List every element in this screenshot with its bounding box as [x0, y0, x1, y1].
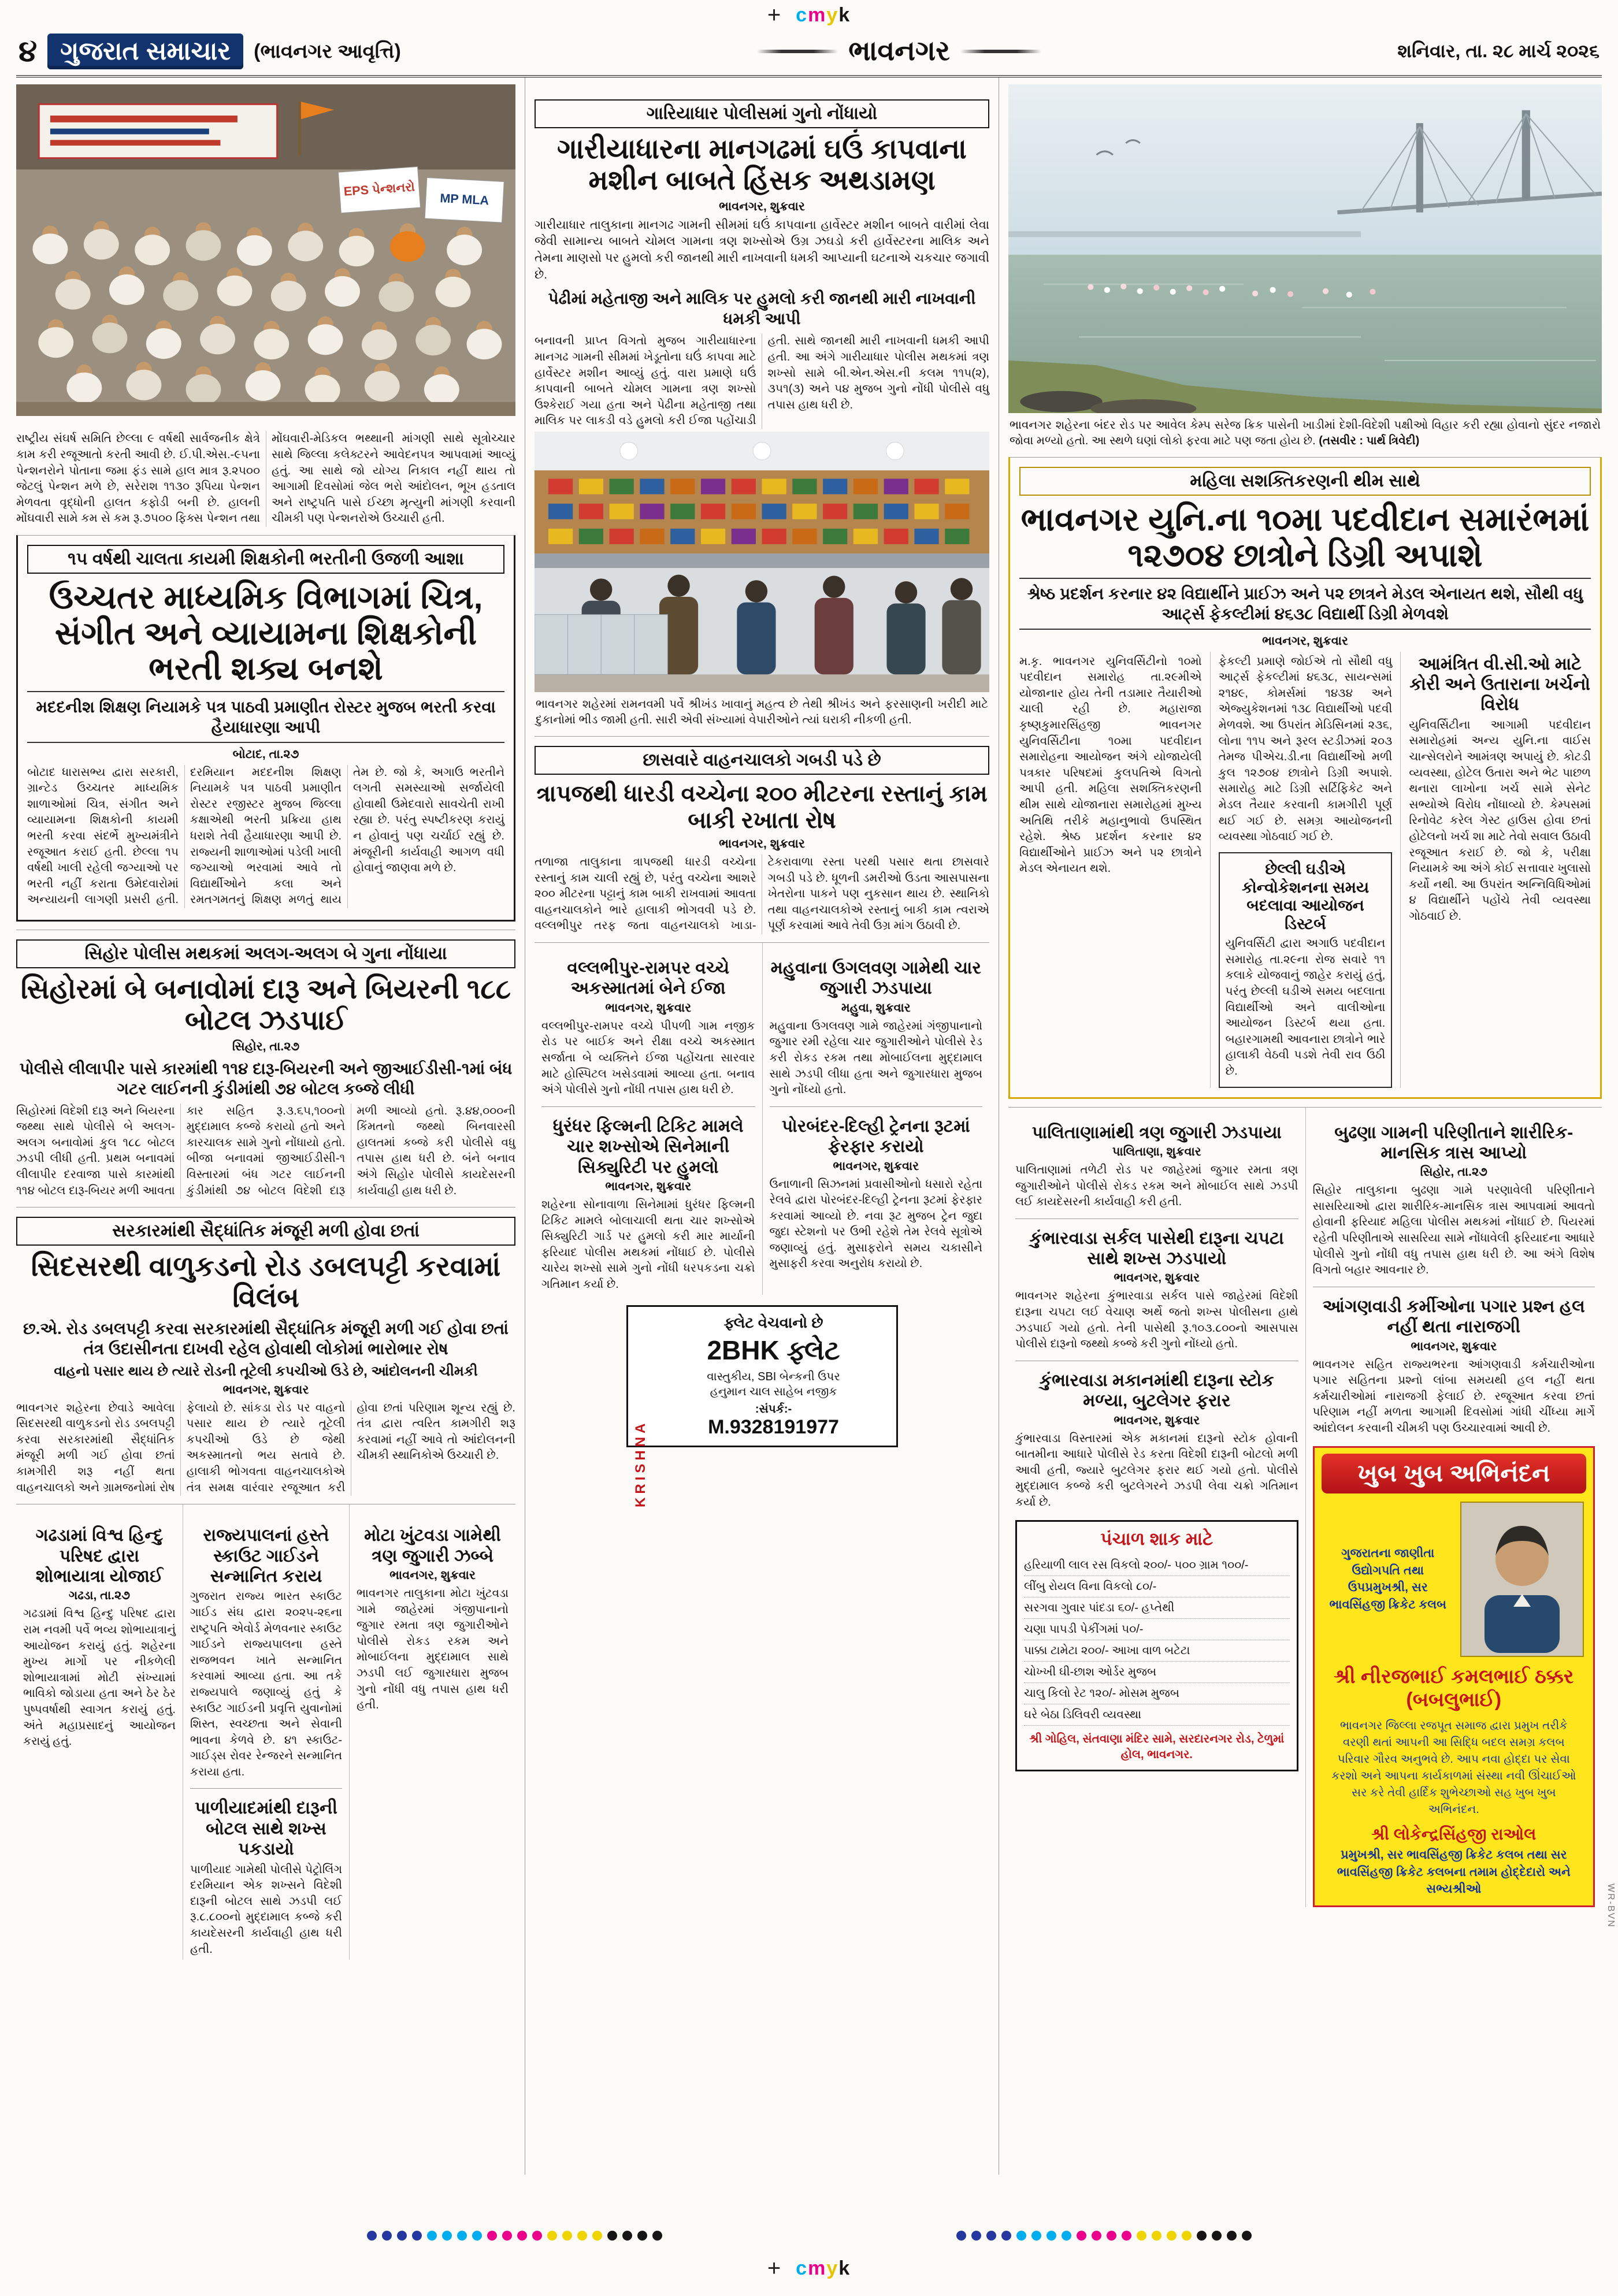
dateline: ભાવનગર, શુક્રવાર: [719, 199, 805, 213]
article-anganwadi-pay: [1313, 1287, 1595, 1437]
page-header: [16, 30, 1602, 77]
honoree-portrait: [1460, 1502, 1584, 1657]
subhead-secondary: વાહનો પસાર થાય છે ત્યારે રોડની તૂટેલી કપચીઓ ઉડે છે, આંદોલનની ચીમકી: [54, 1363, 478, 1379]
cmyk-label: cmyk: [796, 2257, 851, 2279]
city-banner: [757, 35, 1041, 68]
article-body: તળાજા તાલુકાના ત્રાપજથી ધારડી વચ્ચેના રસ્તાનું કામ ચાલી રહ્યું છે, પરંતુ વચ્ચેના આશરે ૨૦૦ મીટરના પટ્ટાનું કામ બાકી રાખવામાં આવતા વાહનચાલકોને ભારે હાલાકી ભોગવવી પડે છે. વલ્લભીપુર તરફ જતા વાહનચાલકો ખાડા-ટેકરાવાળા રસ્તા પરથી પસાર થતા છાસવારે ગબડી પડે છે. ધૂળની ડમરીઓ ઉડતા આસપાસના ખેતરોના પાકને પણ નુકસાન થાય છે. સ્થાનિકો તથા વાહનચાલકોએ રસ્તાનું બાકી કામ ત્વરાએ પૂર્ણ કરવામાં આવે તેવી ઉગ્ર માંગ ઉઠાવી છે.: [535, 856, 989, 932]
dateline: ભાવનગર, શુક્રવાર: [1114, 1413, 1200, 1427]
headline: ઉચ્ચતર માધ્યમિક વિભાગમાં ચિત્ર, સંગીત અને વ્યાયામના શિક્ષકોની ભરતી શક્ય બનશે: [49, 578, 483, 687]
article-lead: ગારીયાધાર તાલુકાના માનગઢ ગામની સીમમાં ઘઉં કાપવાના હાર્વેસ્ટર મશીન બાબતે વારીમાં લેવા જેવી સામાન્ય બાબતે ચોમલ ગામના ત્રણ શખ્સોએ ઉગ્ર ઝઘડો કરી હાર્વેસ્ટરના માલિક અને તેમના માણસો પર હુમલો કરી જાનથી મારી નાખવાની ધમકી આપ્યાની ઘટનાએ ચકચાર જગાવી છે.: [535, 218, 989, 282]
crop-cross-icon: +: [767, 2256, 781, 2281]
dateline: ભાવનગર, શુક્રવાર: [719, 837, 805, 851]
subhead: મદદનીશ શિક્ષણ નિયામકે પત્ર પાઠવી પ્રમાણીત રોસ્ટર મુજબ ભરતી કરવા હૈયાધારણા આપી: [27, 691, 504, 743]
dateline: ભાવનગર, શુક્રવાર: [1262, 634, 1348, 648]
headline: આંગણવાડી કર્મીઓના પગાર પ્રશ્ન હલ નહીં થતા નારાજગી: [1322, 1296, 1585, 1337]
article-paliyad-liquor: [190, 1788, 342, 1957]
dateline: ભાવનગર, શુક્રવાર: [389, 1568, 476, 1582]
cmyk-dot-strip: [956, 2231, 1252, 2241]
headline: કુંભારવાડા સર્કલ પાસેથી દારૂના ચપટા સાથે શખ્સ ઝડપાયો: [1029, 1228, 1284, 1269]
headline: કુંભારવાડા મકાનમાંથી દારૂના સ્ટોક મળ્યા, બુટલેગર ફરાર: [1039, 1370, 1274, 1411]
ad-title: ફ્લેટ વેચવાનો છે: [723, 1314, 823, 1332]
article-body: બોટાદ ધારાસભ્ય દ્વારા સરકારી, ગ્રાન્ટેડ ઉચ્ચતર માધ્યમિક શાળાઓમાં ચિત્ર, સંગીત અને વ્યાયામના શિક્ષકોની કાયમી ભરતી કરવા સંદર્ભે મુખ્યમંત્રીને રજૂઆત કરાઈ હતી. છેલ્લા ૧૫ વર્ષથી ખાલી રહેલી જગ્યાઓ પર ભરતી નહીં કરાતા ઉમેદવારોમાં અન્યાયની લાગણી પ્રસરી હતી. દરમિયાન મદદનીશ શિક્ષણ નિયામકે પત્ર પાઠવી પ્રમાણીત રોસ્ટર રજીસ્ટર મુજબ જિલ્લા કક્ષાએથી ભરતી પ્રક્રિયા હાથ ધરાશે તેવી હૈયાધારણા આપી છે. રાજ્યની શાળાઓમાં પડેલી ખાલી જગ્યાઓ ભરવામાં આવે તો વિદ્યાર્થીઓને કલા અને રમતગમતનું શિક્ષણ મળતું થાય તેમ છે. જો કે, અગાઉ ભરતીને લગતી સમસ્યાઓ સર્જાયેલી હોવાથી ઉમેદવારો સાવચેતી રાખી રહ્યા છે. પરંતુ સ્પષ્ટીકરણ કરાયું ન હોવાનું પણ ચર્ચાઈ રહ્યું છે. મંજૂરીની કાર્યવાહી આગળ વધી હોવાનું જાણવા મળે છે.: [27, 766, 504, 906]
article-body: સિહોર તાલુકાના બુઢણા ગામે પરણાવેલી પરિણીતાને સાસરિયાઓ દ્વારા શારીરિક-માનસિક ત્રાસ આપવામાં આવતો હોવાની ફરિયાદ મહિલા પોલીસ મથકમાં નોંધાઈ છે. પિયરમાં રહેતી પરિણીતાએ સાસરિયા સામે નોંધાવેલી ફરિયાદના આધારે પોલીસે ગુનો નોંધી વધુ તપાસ હાથ ધરી છે. આ અંગે વિશેષ વિગતો બહાર આવનાર છે.: [1312, 1184, 1595, 1277]
headline: ગઢડામાં વિશ્વ હિન્દુ પરિષદ દ્વારા શોભાયાત્રા યોજાઈ: [35, 1526, 164, 1586]
article-body: ગઢડામાં વિશ્વ હિન્દુ પરિષદ દ્વારા રામ નવમી પર્વે ભવ્ય શોભાયાત્રાનું આયોજન કરાયું હતું. શહેરના મુખ્ય માર્ગો પર નીકળેલી શોભાયાત્રામાં મોટી સંખ્યામાં ભાવિકો જોડાયા હતા અને ઠેર ઠેર પુષ્પવર્ષાથી સ્વાગત કરાયું હતું. અંતે મહાપ્રસાદનું આયોજન કરાયું હતું.: [23, 1607, 176, 1748]
right-bottom-section: [1008, 1107, 1602, 1908]
article-body: વલ્લભીપુર-રામપર વચ્ચે પીપળી ગામ નજીક રોડ પર બાઈક અને રીક્ષા વચ્ચે અકસ્માત સર્જાતા બે વ્યક્તિને ઈજા પહોંચતા સારવાર માટે હોસ્પિટલ ખસેડવામાં આવ્યા હતા. બનાવ અંગે પોલીસે ગુનો નોંધી તપાસ હાથ ધરી છે.: [541, 1019, 755, 1097]
ad-address: શ્રી ગોહિલ, સંતવાણા મંદિર સામે, સરદારનગર રોડ, ટેળુમાં હોલ, ભાવનગર.: [1029, 1732, 1285, 1761]
article-body: પાળીયાદ ગામેથી પોલીસે પેટ્રોલિંગ દરમિયાન એક શખ્સને વિદેશી દારૂની બોટલ સાથે ઝડપી લઈ રૂ.૮.૮૦૦નો મુદ્દામાલ કબ્જે કરી કાયદેસરની કાર્યવાહી હાથ ધરી હતી.: [190, 1863, 342, 1956]
dateline: ગઢડા, તા.૨૭: [69, 1589, 130, 1603]
registration-mark-top: [0, 0, 1618, 30]
dateline: ભાવનગર, શુક્રવાર: [1411, 1339, 1497, 1353]
kicker: સિહોર પોલીસ મથકમાં અલગ-અલગ બે ગુના નોંધાયા: [16, 939, 515, 968]
headline: ત્રાપજથી ધારડી વચ્ચેના ૨૦૦ મીટરના રસ્તાનું કામ બાકી રખાતા રોષ: [536, 781, 988, 834]
kicker: છાસવારે વાહનચાલકો ગબડી પડે છે: [535, 746, 989, 775]
article-palitana-gamblers: [1015, 1113, 1298, 1210]
page-content: [16, 77, 1602, 2175]
center-column-group: [525, 77, 999, 2175]
portrait-image: [1461, 1503, 1583, 1653]
article-body: મહુવાના ઉગલવણ ગામે જાહેરમાં ગંજીપાનાનો જુગાર રમી રહેલા ચાર જુગારીઓને પોલીસે રેડ કરી રોકડ રકમ તથા મોબાઈલના મુદ્દામાલ સાથે ઝડપી લીધા હતા અને જુગારધારા મુજબ ગુનો નોંધ્યો હતો.: [769, 1019, 982, 1097]
kicker: ૧૫ વર્ષથી ચાલતા કાયમી શિક્ષકોની ભરતીની ઉજળી આશા: [27, 545, 504, 574]
flat-sale-ad: [626, 1305, 898, 1508]
article-body: રાષ્ટ્રીય સંઘર્ષ સમિતિ છેલ્લા ૯ વર્ષથી સાર્વજનીક ક્ષેત્રે કામ કરી રજૂઆતો કરતી આવી છે. ઈ.પી.એસ.-૯૫ના પેન્શનરોને પોતાના જમા ફંડ સામે હાલ માત્ર રૂ.૨૫૦૦ જેટલું પેન્શન મળે છે, સરેરાશ ૧૧૩૦ રૂપિયા પેન્શન મેળવતા વૃદ્ધોની હાલત કફોડી બની છે. હાલની મોંઘવારી સામે કમ સે કમ રૂ.૭૫૦૦ ફિક્સ પેન્શન તથા મોંઘવારી-મેડિકલ ભથ્થાની માંગણી સાથે સૂત્રોચ્ચાર સાથે જિલ્લા કલેક્ટરને આવેદનપત્ર આપવામાં આવ્યું હતું. આ સાથે જો યોગ્ય નિકાલ નહીં થાય તો આગામી દિવસોમાં જેલ ભરો આંદોલન, ભૂખ હડતાલ અને રાષ્ટ્રપતિ પાસે ઈચ્છા મૃત્યુની માંગણી કરવાની ચીમકી પણ પેન્શનરોએ ઉચ્ચારી હતી.: [16, 432, 515, 525]
side-headline: આમંત્રિત વી.સી.ઓ માટે કોરી અને ઉતારાના ખર્ચનો વિરોધ: [1409, 654, 1591, 715]
ad-contact-label: :સંપર્ક:-: [755, 1403, 792, 1416]
dateline: ભાવનગર, શુક્રવાર: [1114, 1271, 1200, 1285]
article-vallabhipur-accident: [541, 949, 755, 1098]
edition-label: (ભાવનગર આવૃત્તિ): [254, 40, 401, 62]
dateline: સિહોર, તા.૨૭: [1420, 1165, 1487, 1179]
article-body: કુંભારવાડા વિસ્તારમાં એક મકાનમાં દારૂનો સ્ટોક હોવાની બાતમીના આધારે પોલીસે રેડ કરતા વિદેશી દારૂની બોટલો મળી આવી હતી, જ્યારે બુટલેગર ફરાર થઈ ગયો હતો. પોલીસે મુદ્દામાલ કબ્જે કરી બુટલેગરને ઝડપી લેવા ચક્રો ગતિમાન કર્યા છે.: [1015, 1432, 1298, 1509]
article-body: યુનિવર્સિટીના આગામી પદવીદાન સમારોહમાં અન્ય યુનિ.ના વાઈસ ચાન્સેલરોને આમંત્રણ અપાયું છે. કોટડી વ્યવસ્થા, હોટેલ ઉતારા અને ભેટ પાછળ થનારા લાખોના ખર્ચ સામે સેનેટ સભ્યોએ વિરોધ નોંધાવ્યો છે. કેમ્પસમાં રિનોવેટ કરેલ ગેસ્ટ હાઉસ હોવા છતાં હોટેલનો ખર્ચ શા માટે તેવો સવાલ ઉઠાવી રજૂઆત કરાઈ છે. જો કે, પરીક્ષા નિયામકે આ અંગે કોઈ સત્તાવાર ખુલાસો કર્યો નથી. આ ઉપરાંત અન્નિવિધિઓમાં ૪ વિદ્યાર્થીને પહોંચે તેવી વ્યવસ્થા ગોઠવાઈ છે.: [1409, 718, 1591, 923]
ad-line: પાક્કા ટામેટા ૨૦૦/- આખા વાળ બટેટા: [1024, 1640, 1290, 1662]
article-body: ભાવનગર તાલુકાના મોટા ખુંટવડા ગામે જાહેરમાં ગંજીપાનાનો જુગાર રમતા ત્રણ જુગારીઓને પોલીસે રોકડ રકમ અને મોબાઈલના મુદ્દામાલ સાથે ઝડપી લઈ જુગારધારા મુજબ ગુનો નોંધી વધુ તપાસ હાથ ધરી હતી.: [357, 1587, 509, 1712]
ad-detail: વાસ્તુકીય, SBI બેન્કની ઉપર: [707, 1370, 840, 1384]
article-body: મ.કૃ. ભાવનગર યુનિવર્સિટીનો ૧૦મો પદવીદાન સમારોહ તા.૨૯મીએ યોજાનાર હોય તેની તડામાર તૈયારીઓ ચાલી રહી છે. મહારાજા કૃષ્ણકુમારસિંહજી ભાવનગર યુનિવર્સિટીના ૧૦મા પદવીદાન સમારોહના આયોજન અંગે યોજાયેલી પત્રકાર પરિષદમાં કુલપતિએ વિગતો આપી હતી. મહિલા સશક્તિકરણની થીમ સાથે યોજાનારા સમારોહમાં મુખ્ય અતિથિ તરીકે મહાનુભાવો ઉપસ્થિત રહેશે. શ્રેષ્ઠ પ્રદર્શન કરનાર ૪૨ વિદ્યાર્થીઓને પ્રાઈઝ અને ૫૨ છાત્રોને મેડલ એનાયત થશે.: [1019, 655, 1202, 875]
sweet-shop-photo: [535, 432, 989, 728]
headline: ધુરંધર ફિલ્મની ટિકિટ મામલે ચાર શખ્સોએ સિનેમાની સિક્યુરિટી પર હુમલો: [552, 1116, 744, 1177]
headline: વલ્લભીપુર-રામપર વચ્ચે અકસ્માતમાં બેને ઈજા: [567, 958, 730, 998]
article-porbandar-train: [770, 1106, 983, 1272]
article-gariyadhar-clash: [535, 90, 989, 429]
color-calibration-dots: [0, 2231, 1618, 2241]
honoree-name: શ્રી નીરજભાઈ કમલભાઈ ઠક્કર (બબલુભાઈ): [1334, 1665, 1574, 1711]
placard-text: EPS પેન્શનરો: [343, 179, 415, 199]
newspaper-logo: ગુજરાત સમાચાર: [47, 34, 243, 69]
ornament-line: [757, 50, 838, 53]
article-body: ભાવનગર સહિત રાજ્યભરના આંગણવાડી કર્મચારીઓના પગાર સહિતના પ્રશ્નો લાંબા સમયથી હલ નહીં થતા કર્મચારીઓમાં નારાજગી ફેલાઈ છે. રજૂઆત કરવા છતાં પરિણામ નહીં મળતા આગામી દિવસોમાં ગાંધી ચીંધ્યા માર્ગે આંદોલન કરવાની ચીમકી પણ ઉચ્ચારવામાં આવી છે.: [1312, 1358, 1595, 1435]
headline: પાલિતાણામાંથી ત્રણ જુગારી ઝડપાયા: [1031, 1123, 1282, 1142]
subhead: પેઢીમાં મહેતાજી અને માલિક પર હુમલો કરી જાનથી મારી નાખવાની ધમકી આપી: [548, 289, 976, 328]
ad-detail: હનુમાન ચાલ સાહેબ નજીક: [710, 1385, 837, 1399]
article-sidsar-road: [16, 1207, 515, 1496]
article-pension: [16, 422, 515, 527]
kicker: સરકારમાંથી સૈદ્ધાંતિક મંજૂરી મળી હોવા છતાં: [16, 1217, 515, 1246]
ad-line: ચણા પાપડી પેકીંગમાં ૫૦/-: [1024, 1619, 1290, 1640]
protest-photo-image: [16, 84, 515, 416]
registration-mark-bottom: [0, 2253, 1618, 2283]
photo-caption: [1010, 418, 1601, 449]
headline: મહુવાના ઉગલવણ ગામેથી ચાર જુગારી ઝડપાયા: [770, 958, 981, 998]
headline: ગારીયાધારના માનગઢમાં ઘઉં કાપવાના મશીન બાબતે હિંસક અથડામણ: [557, 134, 967, 196]
headline: ભાવનગર યુનિ.ના ૧૦મા પદવીદાન સમારંભમાં ૧૨૭૦૪ છાત્રોને ડિગ્રી અપાશે: [1020, 501, 1590, 574]
dateline: ભાવનગર, શુક્રવાર: [222, 1383, 309, 1396]
cmyk-label: cmyk: [796, 3, 851, 26]
ad-phone-number: M.9328191977: [708, 1416, 839, 1439]
center-briefs: [535, 942, 989, 1295]
article-body: ભાવનગર શહેરના કુંભારવાડા સર્કલ પાસે જાહેરમાં વિદેશી દારૂના ચપટા લઈ વેચાણ અર્થે જતો શખ્સ પોલીસના હાથે ઝડપાઈ ગયો હતો. તેની પાસેથી રૂ.૧૦૩.૮૦૦નો આસપાસ પોલીસે દારૂનો જથ્થો કબ્જે કરી ગુનો નોંધ્યો હતો.: [1015, 1290, 1298, 1351]
left-bottom-briefs: [16, 1504, 515, 1960]
date-line: શનિવાર, તા. ૨૮ માર્ચ ૨૦૨૬: [1397, 40, 1600, 61]
ad-intro: ગુજરાતના જાણીતા ઉદ્યોગપતિ તથા ઉપપ્રમુખશ્રી, સર ભાવસિંહજી ક્રિકેટ કલબ: [1329, 1547, 1446, 1611]
creek-birds-photo-image: [1008, 84, 1602, 413]
sweet-shop-photo-image: [535, 432, 989, 692]
right-column-group: [999, 77, 1602, 2175]
ornament-line: [960, 50, 1041, 53]
subhead: છ.એ. રોડ ડબલપટ્ટી કરવા સરકારમાંથી સૈદ્ધાંતિક મંજૂરી મળી ગઈ હોવા છતાં તંત્ર ઉદાસીનતા દાખવી રહેલ હોવાથી લોકોમાં ભારોભાર રોષ: [23, 1319, 509, 1358]
article-budhana-harassment: [1313, 1113, 1595, 1279]
article-body: ફેકલ્ટી પ્રમાણે જોઈએ તો સૌથી વધુ આર્ટ્સ ફેકલ્ટીમાં ૪૬૩૮, સાયન્સમાં ૨૧૪૯, કોમર્સમાં ૧૪૩૪ અને એજ્યુકેશનમાં ૧૩૮ વિદ્યાર્થીઓ પદવી મેળવશે. આ ઉપરાંત મેડિસિનમાં ૨૩૬, લોના ૧૧૫ અને રૂરલ સ્ટડીઝમાં ૨૦૩ તેમજ પીએચ.ડી.ના વિદ્યાર્થીઓ મળી કુલ ૧૨૭૦૪ છાત્રોને ડિગ્રી અપાશે. સમારોહ માટે ડિગ્રી સર્ટિફિકેટ અને મેડલ તૈયાર કરવાની કામગીરી પૂર્ણ થઈ ગઈ છે. સમગ્ર આયોજનની વ્યવસ્થા ગોઠવાઈ ગઈ છે.: [1218, 655, 1393, 844]
kicker: મહિલા સશક્તિકરણની થીમ સાથે: [1019, 467, 1591, 496]
article-university-convocation: [1008, 457, 1602, 1098]
dateline: સિહોર, તા.૨૭: [232, 1039, 300, 1053]
headline: પોરબંદર-દિલ્હી ટ્રેનના રૂટમાં ફેરફાર કરાયો: [781, 1116, 970, 1157]
ad-title: પંચાળ શાક માટે: [1100, 1528, 1214, 1549]
city-name: ભાવનગર: [848, 36, 950, 66]
article-dhurandhar-ticket: [541, 1106, 755, 1293]
creek-birds-photo: [1008, 84, 1602, 449]
headline: બુઢણા ગામની પરિણીતાને શારીરિક-માનસિક ત્રાસ આપ્યો: [1334, 1123, 1574, 1162]
crop-cross-icon: +: [767, 2, 781, 28]
article-body: યુનિવર્સિટી દ્વારા અગાઉ પદવીદાન સમારોહ તા.૨૯ના રોજ સવારે ૧૧ કલાકે યોજવાનું જાહેર કરાયું હતું, પરંતુ છેલ્લી ઘડીએ સમય બદલાતા વિદ્યાર્થીઓ અને વાલીઓના આયોજન ડિસ્ટર્બ થયા હતા. બહારગામથી આવનારા છાત્રોને ભારે હાલાકી વેઠવી પડશે તેવી રાવ ઉઠી છે.: [1225, 937, 1386, 1078]
press-code: WR-BVN: [1606, 1883, 1616, 1928]
article-sihor-liquor: [16, 930, 515, 1199]
article-body: બનાવની પ્રાપ્ત વિગતો મુજબ ગારીયાધારના માનગઢ ગામની સીમમાં ખેડૂતોના ઘઉં કાપવા માટે હાર્વેસ્ટર મશીન આવ્યું હતું. વારા પ્રમાણે ઘઉં કાપવાની બાબતે ચોમલ ગામના ત્રણ શખ્સો ઉશ્કેરાઈ ગયા હતા અને પેઢીના મહેતાજી તથા માલિક પર લાકડી વડે હુમલો કરી ઈજા પહોંચાડી હતી. સાથે જાનથી મારી નાખવાની ધમકી આપી હતી. આ અંગે ગારીયાધાર પોલીસ મથકમાં ત્રણ શખ્સો સામે બી.એન.એસ.ની કલમ ૧૧૫(૨), ૩૫૧(૩) અને ૫૪ મુજબ ગુનો નોંધી પોલીસે વધુ તપાસ હાથ ધરી છે.: [535, 335, 989, 428]
dateline: ભાવનગર, શુક્રવાર: [605, 1179, 692, 1193]
ad-line: ચાલુ કિલો રેટ ૧૨૦/- મોસમ મુજબ: [1024, 1683, 1290, 1704]
dateline: મહુવા, શુક્રવાર: [841, 1001, 911, 1015]
ad-line: સરગવા ગુવાર પાંદડા ૬૦/- હપ્તેથી: [1024, 1597, 1290, 1619]
advertiser-brand: KRISHNA: [632, 1420, 648, 1508]
article-body: ગુજરાત રાજ્ય ભારત સ્કાઉટ ગાઈડ સંઘ દ્વારા ૨૦૨૫-૨૬ના રાષ્ટ્રપતિ એવોર્ડ મેળવનાર સ્કાઉટ ગાઈડને રાજ્યપાલના હસ્તે રાજભવન ખાતે સન્માનિત કરવામાં આવ્યા હતા. આ તકે રાજ્યપાલે જણાવ્યું હતું કે સ્કાઉટ ગાઈડની પ્રવૃત્તિ યુવાનોમાં શિસ્ત, સ્વચ્છતા અને સેવાની ભાવના કેળવે છે. ૪૧ સ્કાઉટ-ગાઈડ્સ રોવર રેન્જરને સન્માનિત કરાયા હતા.: [190, 1590, 342, 1778]
article-mahuva-gamblers: [770, 949, 983, 1098]
article-body: સિહોરમાં વિદેશી દારૂ અને બિયરના જથ્થા સાથે પોલીસે બે અલગ-અલગ બનાવોમાં કુલ ૧૮૮ બોટલ ઝડપી લીધી હતી. પ્રથમ બનાવમાં લીલાપીર દરવાજા પાસે કારમાંથી ૧૧૪ બોટલ દારૂ-બિયર મળી આવતા કાર સહિત રૂ.૩.૬૫,૧૦૦નો મુદ્દામાલ કબ્જે કરાયો હતો અને કારચાલક સામે ગુનો નોંધાયો હતો. બીજા બનાવમાં જીઆઈડીસી-૧ વિસ્તારમાં બંધ ગટર લાઈનની કુંડીમાંથી ૭૪ બોટલ વિદેશી દારૂ મળી આવ્યો હતો. રૂ.૪૪,૦૦૦ની કિંમતનો જથ્થો બિનવારસી હાલતમાં કબ્જે કરી પોલીસે વધુ તપાસ હાથ ધરી છે. બંને બનાવ અંગે સિહોર પોલીસે કાયદેસરની કાર્યવાહી હાથ ધરી છે.: [16, 1104, 515, 1197]
ad-line: લીંબુ રોયલ વિના વિકલો ૮૦/-: [1024, 1576, 1290, 1597]
ad-body: ભાવનગર જિલ્લા રજપૂત સમાજ દ્વારા પ્રમુખ તરીકે વરણી થતાં આપની આ સિદ્ધિ બદલ સમગ્ર કલબ પરિવાર ગૌરવ અનુભવે છે. આપ નવા હોદ્દા પર સેવા કરશો અને આપના કાર્યકાળમાં સંસ્થા નવી ઊંચાઈઓ સર કરે તેવી હાર્દિક શુભેચ્છાઓ સહ ખુબ ખુબ અભિનંદન.: [1331, 1719, 1576, 1816]
ad-offer: 2BHK ફ્લેટ: [707, 1335, 840, 1366]
caption-text: ભાવનગર શહેરના બંદર રોડ પર આવેલ કેમ્પ સરેજ ક્રિક પાસેની ખાડીમાં દેશી-વિદેશી પક્ષીઓ વિહાર કરી રહ્યા હોવાનો સુંદર નજારો જોવા મળ્યો હતો. આ સ્થળે ઘણાં લોકો ફરવા માટે પણ જતા હોય છે.: [1010, 419, 1601, 448]
subhead: શ્રેષ્ઠ પ્રદર્શન કરનાર ૪૨ વિદ્યાર્થીને પ્રાઈઝ અને ૫૨ છાત્રને મેડલ એનાયત થશે, સૌથી વધુ આર્ટ્સ ફેકલ્ટીમાં ૪૬૩૮ વિદ્યાર્થી ડિગ્રી મેળવશે: [1019, 578, 1591, 630]
dateline: ભાવનગર, શુક્રવાર: [605, 1001, 692, 1015]
ad-line: ઘરે બેઠા ડિલિવરી વ્યવસ્થા: [1024, 1704, 1290, 1726]
photo-caption: ભાવનગર શહેરમાં રામનવમી પર્વે શ્રીખંડ ખાવાનું મહત્વ છે તેથી શ્રીખંડ અને ફરસાણની ખરીદી માટે દુકાનોમાં ભીડ જામી હતી. સારી એવી સંખ્યામાં વેપારીઓને ત્યાં ઘરાકી નીકળી હતી.: [536, 698, 988, 727]
article-kumbharwada-stock: [1015, 1361, 1298, 1511]
university-article-columns: [1019, 652, 1591, 1088]
article-body: ઉનાળાની સિઝનમાં પ્રવાસીઓનો ધસારો રહેતા રેલવે દ્વારા પોરબંદર-દિલ્હી ટ્રેનના રૂટમાં ફેરફાર કરવામાં આવ્યો છે. નવા રૂટ મુજબ ટ્રેન જુદા જુદા સ્ટેશનો પર ઉભી રહેશે તેમ રેલવે સૂત્રોએ જણાવ્યું હતું. મુસાફરોને સમય ચકાસીને મુસાફરી કરવા અનુરોધ કરાયો છે.: [769, 1177, 982, 1270]
headline: છેલ્લી ઘડીએ કોન્વોકેશનના સમય બદલાવા આયોજન ડિસ્ટર્બ: [1241, 860, 1370, 933]
sub-article-time-change: [1219, 852, 1393, 1088]
placard-text: MP MLA: [439, 190, 489, 208]
congratulations-ad: [1313, 1446, 1595, 1908]
headline: રાજ્યપાલનાં હસ્તે સ્કાઉટ ગાઈડને સન્માનિત કરાય: [203, 1526, 329, 1586]
article-body: પાલિતાણામાં તળેટી રોડ પર જાહેરમાં જુગાર રમતા ત્રણ જુગારીઓને પોલીસે રોકડ રકમ અને મોબાઈલ સાથે ઝડપી લઈ કાયદેસરની કાર્યવાહી કરી હતી.: [1015, 1163, 1298, 1209]
article-khutvada-gamblers: [357, 1516, 509, 1714]
vegetable-classified-ad: [1015, 1520, 1298, 1771]
protest-photo: [16, 84, 515, 416]
ad-line: હરિયાળી લાલ રસ વિકલો ૨૦૦/- ૫૦૦ ગ્રામ ૧૦૦/-: [1024, 1555, 1290, 1576]
dateline: ભાવનગર, શુક્રવાર: [833, 1159, 919, 1173]
headline: પાળીયાદમાંથી દારૂની બોટલ સાથે શખ્સ પકડાયો: [195, 1799, 337, 1859]
kicker: ગારિયાધાર પોલીસમાં ગુનો નોંધાયો: [535, 99, 989, 128]
article-body: શહેરના સોનાવાળા સિનેમામાં ધુરંધર ફિલ્મની ટિકિટ મામલે બોલાચાલી થતા ચાર શખ્સોએ સિક્યુરિટી ગાર્ડ પર હુમલો કરી માર માર્યાની ફરિયાદ પોલીસ મથકમાં નોંધાઈ છે. પોલીસે ચારેય શખ્સો સામે ગુનો નોંધી ધરપકડના ચક્રો ગતિમાન કર્યા છે.: [541, 1198, 755, 1291]
cmyk-dot-strip: [367, 2231, 662, 2241]
headline: સિહોરમાં બે બનાવોમાં દારૂ અને બિયરની ૧૮૮ બોટલ ઝડપાઈ: [20, 974, 511, 1036]
ad-signatory-name: શ્રી લોકેન્દ્રસિંહજી રાઓલ: [1371, 1825, 1537, 1844]
article-kumbharwada-liquor: [1015, 1218, 1298, 1353]
subhead: પોલીસે લીલાપીર પાસે કારમાંથી ૧૧૪ દારૂ-બિયરની અને જીઆઈડીસી-૧માં બંધ ગટર લાઈનની કુંડીમાંથી ૭૪ બોટલ કબ્જે લીધી: [19, 1059, 513, 1098]
ad-header: ખુબ ખુબ અભિનંદન: [1322, 1454, 1587, 1493]
article-gadhada-rally: [23, 1516, 176, 1750]
page-number: ૪: [18, 34, 38, 68]
ad-signatory-role: પ્રમુખશ્રી, સર ભાવસિંહજી ક્રિકેટ કલબ તથા સર ભાવસિંહજી ક્રિકેટ કલબના તમામ હોદ્દેદારો અને સભ્યશ્રીઓ: [1337, 1848, 1571, 1896]
dateline: પાલિતાણા, શુક્રવાર: [1112, 1145, 1201, 1158]
headline: સિદસરથી વાળુકડનો રોડ ડબલપટ્ટી કરવામાં વિલંબ: [31, 1251, 501, 1313]
left-column-group: [16, 77, 525, 2175]
article-body: ભાવનગર શહેરના છેવાડે આવેલા સિદસરથી વાળુકડનો રોડ ડબલપટ્ટી કરવા સરકારમાંથી સૈદ્ધાંતિક મંજૂરી મળી ગઈ હોવા છતાં કામગીરી શરૂ નહીં થતા વાહનચાલકો અને ગ્રામજનોમાં રોષ ફેલાયો છે. સાંકડા રોડ પર વાહનો પસાર થાય છે ત્યારે તૂટેલી કપચીઓ ઉડે છે જેથી અકસ્માતનો ભય સતાવે છે. હાલાકી ભોગવતા વાહનચાલકોએ તંત્ર સમક્ષ વારંવાર રજૂઆત કરી હોવા છતાં પરિણામ શૂન્ય રહ્યું છે. તંત્ર દ્વારા ત્વરિત કામગીરી શરૂ કરવામાં નહીં આવે તો આંદોલનની ચીમકી સ્થાનિકોએ ઉચ્ચારી છે.: [16, 1401, 515, 1494]
dateline: બોટાદ, તા.૨૭: [232, 747, 299, 761]
headline: મોટા ખુંટવડા ગામેથી ત્રણ જુગારી ઝબ્બે: [364, 1526, 501, 1566]
article-teachers: [16, 535, 515, 922]
photo-credit: (તસવીર : પાર્થ ત્રિવેદી): [1319, 434, 1420, 448]
ad-line: ચોખ્ખી ઘી-છાશ ઓર્ડર મુજબ: [1024, 1662, 1290, 1683]
article-scout-honour: [190, 1516, 342, 1780]
article-trapaj-road: [535, 736, 989, 934]
